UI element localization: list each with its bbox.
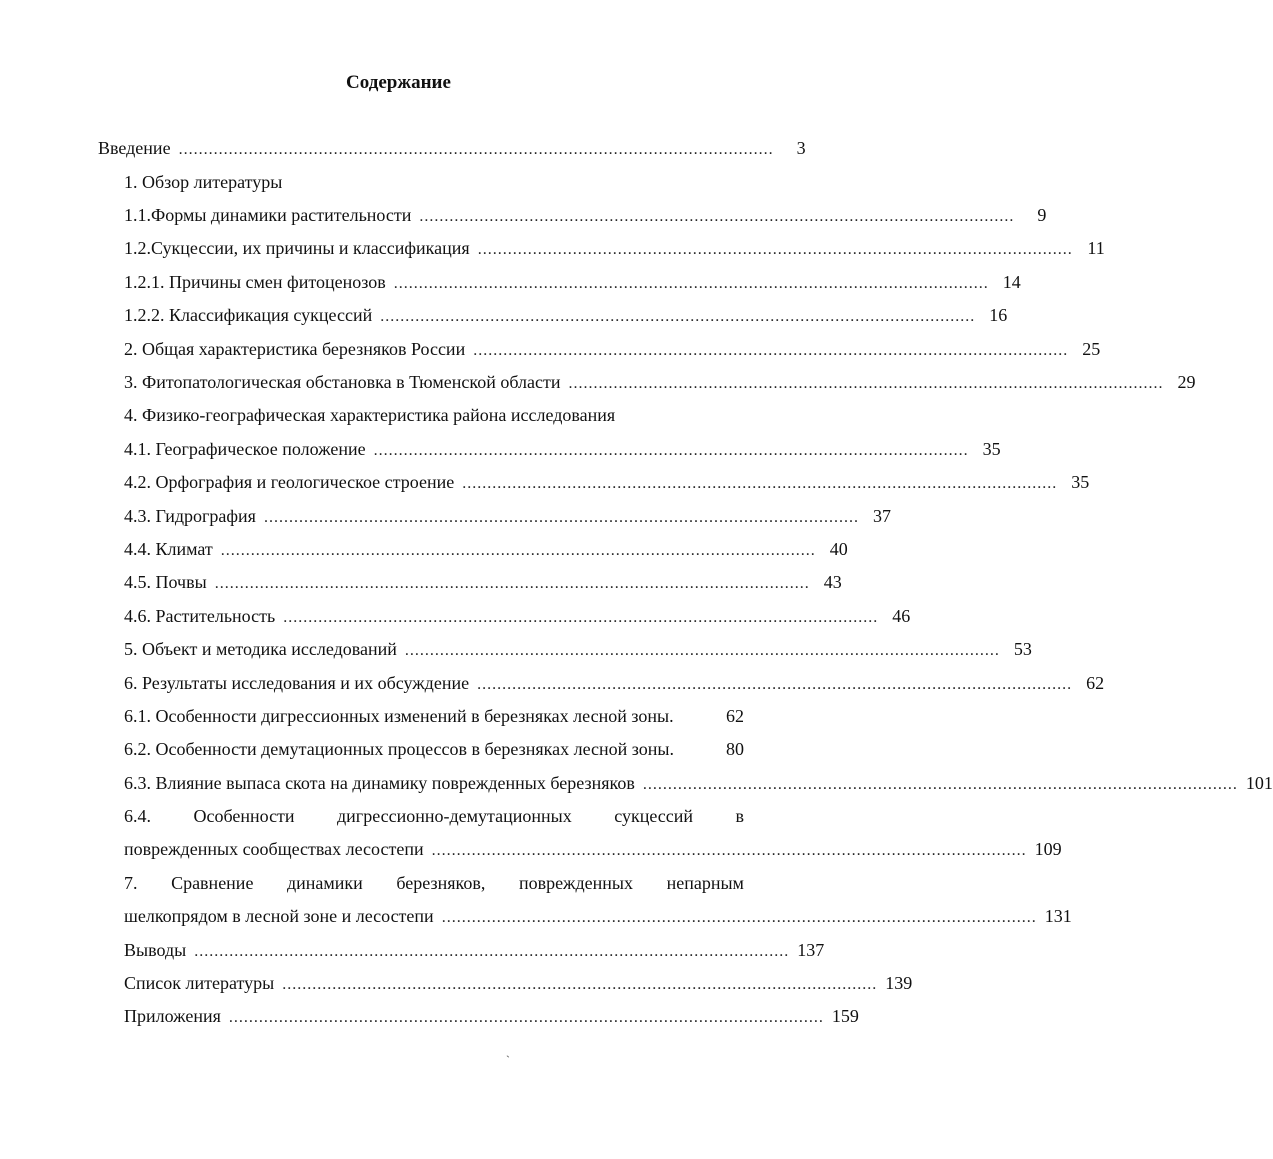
toc-entry-label: 5. Объект и методика исследований: [124, 639, 397, 659]
toc-leader-dots: .......................................................................................................................: [462, 475, 1058, 492]
toc-entry-label: 6.1. Особенности дигрессионных изменений в березняках лесной зоны.: [124, 706, 674, 726]
toc-entry-label: 6.2. Особенности демутационных процессов в березняках лесной зоны.: [124, 739, 675, 759]
toc-entry-label: 4. Физико-географическая характеристика района исследования: [124, 405, 616, 425]
toc-entry[interactable]: [124, 773, 1273, 797]
toc-leader-dots: .......................................................................................................................: [393, 275, 989, 292]
toc-entry-word: в: [735, 806, 744, 826]
toc-leader-dots: .......................................................................................................................: [220, 542, 816, 559]
toc-entry-page: 35: [1071, 472, 1090, 492]
toc-entry-page: 16: [989, 305, 1008, 325]
toc-entry-page: 9: [1037, 205, 1047, 225]
toc-entry[interactable]: [124, 606, 911, 630]
toc-entry-page: 159: [831, 1006, 859, 1026]
toc-leader-dots: .......................................................................................................................: [477, 676, 1073, 693]
toc-leader-dots: .......................................................................................................................: [431, 842, 1027, 859]
toc-entry[interactable]: [124, 405, 744, 429]
toc-leader-dots: .......................................................................................................................: [178, 141, 774, 158]
toc-entry-word: непарным: [666, 873, 744, 893]
toc-entry-label: шелкопрядом в лесной зоне и лесостепи: [124, 906, 434, 926]
toc-entry-label: Выводы: [124, 940, 187, 960]
toc-entry-page: 14: [1002, 272, 1021, 292]
toc-entry-page: 109: [1034, 839, 1062, 859]
toc-entry[interactable]: [124, 439, 1001, 463]
toc-entry-page: 40: [829, 539, 848, 559]
toc-entry-page: 35: [982, 439, 1001, 459]
toc-leader-dots: .......................................................................................................................: [642, 776, 1238, 793]
toc-entry[interactable]: [124, 305, 1008, 329]
toc-leader-dots: .......................................................................................................................: [380, 308, 976, 325]
toc-leader-dots: .......................................................................................................................: [214, 575, 810, 592]
toc-entry[interactable]: [124, 739, 744, 763]
toc-entry-word: дигрессионно-демутационных: [337, 806, 572, 826]
toc-entry-label: 1.1.Формы динамики растительности: [124, 205, 412, 225]
toc-entry-page: 131: [1044, 906, 1072, 926]
toc-leader-dots: .......................................................................................................................: [194, 943, 790, 960]
toc-entry-word: Особенности: [193, 806, 295, 826]
toc-entry-label: 6.3. Влияние выпаса скота на динамику поврежденных березняков: [124, 773, 635, 793]
toc-leader-dots: .......................................................................................................................: [263, 509, 859, 526]
toc-entry-word: сукцессий: [614, 806, 694, 826]
toc-entry-justified[interactable]: [124, 873, 744, 897]
toc-entry-page: 11: [1087, 238, 1105, 258]
toc-entry-label: 1.2.Сукцессии, их причины и классификация: [124, 238, 470, 258]
toc-leader-dots: .......................................................................................................................: [373, 442, 969, 459]
toc-entry-label: поврежденных сообществах лесостепи: [124, 839, 424, 859]
toc-entry-label: Список литературы: [124, 973, 275, 993]
toc-entry-justified[interactable]: [124, 806, 744, 830]
toc-entry-word: поврежденных: [518, 873, 634, 893]
toc-entry-page: 62: [1086, 673, 1105, 693]
toc-entry-label: 4.5. Почвы: [124, 572, 207, 592]
page-title: Содержание: [346, 72, 451, 93]
toc-entry[interactable]: [124, 1006, 859, 1030]
toc-entry-label: 4.1. Географическое положение: [124, 439, 366, 459]
toc-entry[interactable]: [124, 673, 1105, 697]
toc-entry-page: 25: [1082, 339, 1101, 359]
toc-entry-page: 62: [726, 706, 744, 726]
toc-entry[interactable]: [124, 973, 913, 997]
toc-leader-dots: .......................................................................................................................: [283, 609, 879, 626]
toc-entry-label: Приложения: [124, 1006, 221, 1026]
toc-entry-label: 2. Общая характеристика березняков России: [124, 339, 466, 359]
toc-entry-page: 3: [796, 138, 806, 158]
toc-entry-word: 6.4.: [124, 806, 151, 826]
toc-entry-label: 3. Фитопатологическая обстановка в Тюменской области: [124, 372, 561, 392]
toc-entry-page: 139: [885, 973, 913, 993]
toc-entry[interactable]: [124, 839, 1062, 863]
toc-entry-label: 1. Обзор литературы: [124, 172, 283, 192]
toc-entry[interactable]: [124, 172, 744, 196]
toc-entry-page: 101: [1245, 773, 1273, 793]
toc-entry[interactable]: [124, 940, 825, 964]
toc-entry-label: 4.2. Орфография и геологическое строение: [124, 472, 455, 492]
toc-entry[interactable]: [124, 238, 1105, 262]
toc-leader-dots: .......................................................................................................................: [473, 342, 1069, 359]
toc-entry-word: динамики: [287, 873, 363, 893]
toc-leader-dots: .......................................................................................................................: [441, 909, 1037, 926]
toc-entry-label: 6. Результаты исследования и их обсуждение: [124, 673, 470, 693]
toc-entry[interactable]: [124, 372, 1196, 396]
toc-entry[interactable]: [124, 572, 842, 596]
toc-entry[interactable]: [124, 205, 1047, 229]
toc-entry[interactable]: [124, 706, 744, 730]
toc-entry-page: 53: [1013, 639, 1032, 659]
toc-entry-word: Сравнение: [171, 873, 254, 893]
toc-entry-word: березняков,: [396, 873, 486, 893]
toc-entry-page: 37: [872, 506, 891, 526]
toc-entry[interactable]: [124, 339, 1101, 363]
toc-leader-dots: .......................................................................................................................: [228, 1009, 824, 1026]
toc-entry-label: 1.2.2. Классификация сукцессий: [124, 305, 373, 325]
toc-leader-dots: .......................................................................................................................: [477, 241, 1073, 258]
toc-entry-label: 4.4. Климат: [124, 539, 213, 559]
toc-entry[interactable]: [124, 906, 1072, 930]
toc-leader-dots: .......................................................................................................................: [282, 976, 878, 993]
toc-entry-word: 7.: [124, 873, 138, 893]
toc-entry-label: 4.6. Растительность: [124, 606, 276, 626]
toc-leader-dots: .......................................................................................................................: [568, 375, 1164, 392]
toc-entry-page: 43: [823, 572, 842, 592]
toc-entry-page: 137: [797, 940, 825, 960]
toc-entry-page: 29: [1177, 372, 1196, 392]
toc-entry[interactable]: [124, 506, 891, 530]
toc-entry-label: Введение: [98, 138, 171, 158]
scan-mark: `: [506, 1053, 510, 1067]
toc-entry[interactable]: [124, 272, 1021, 296]
toc-leader-dots: .......................................................................................................................: [404, 642, 1000, 659]
toc-entry[interactable]: [124, 539, 848, 563]
toc-entry-label: 4.3. Гидрография: [124, 506, 256, 526]
toc-entry-page: 46: [892, 606, 911, 626]
toc-entry-page: 80: [726, 739, 744, 759]
toc-leader-dots: .......................................................................................................................: [419, 208, 1015, 225]
toc-entry[interactable]: [124, 472, 1090, 496]
toc-entry-label: 1.2.1. Причины смен фитоценозов: [124, 272, 386, 292]
toc-entry[interactable]: [124, 639, 1032, 663]
toc-entry[interactable]: [98, 138, 806, 162]
